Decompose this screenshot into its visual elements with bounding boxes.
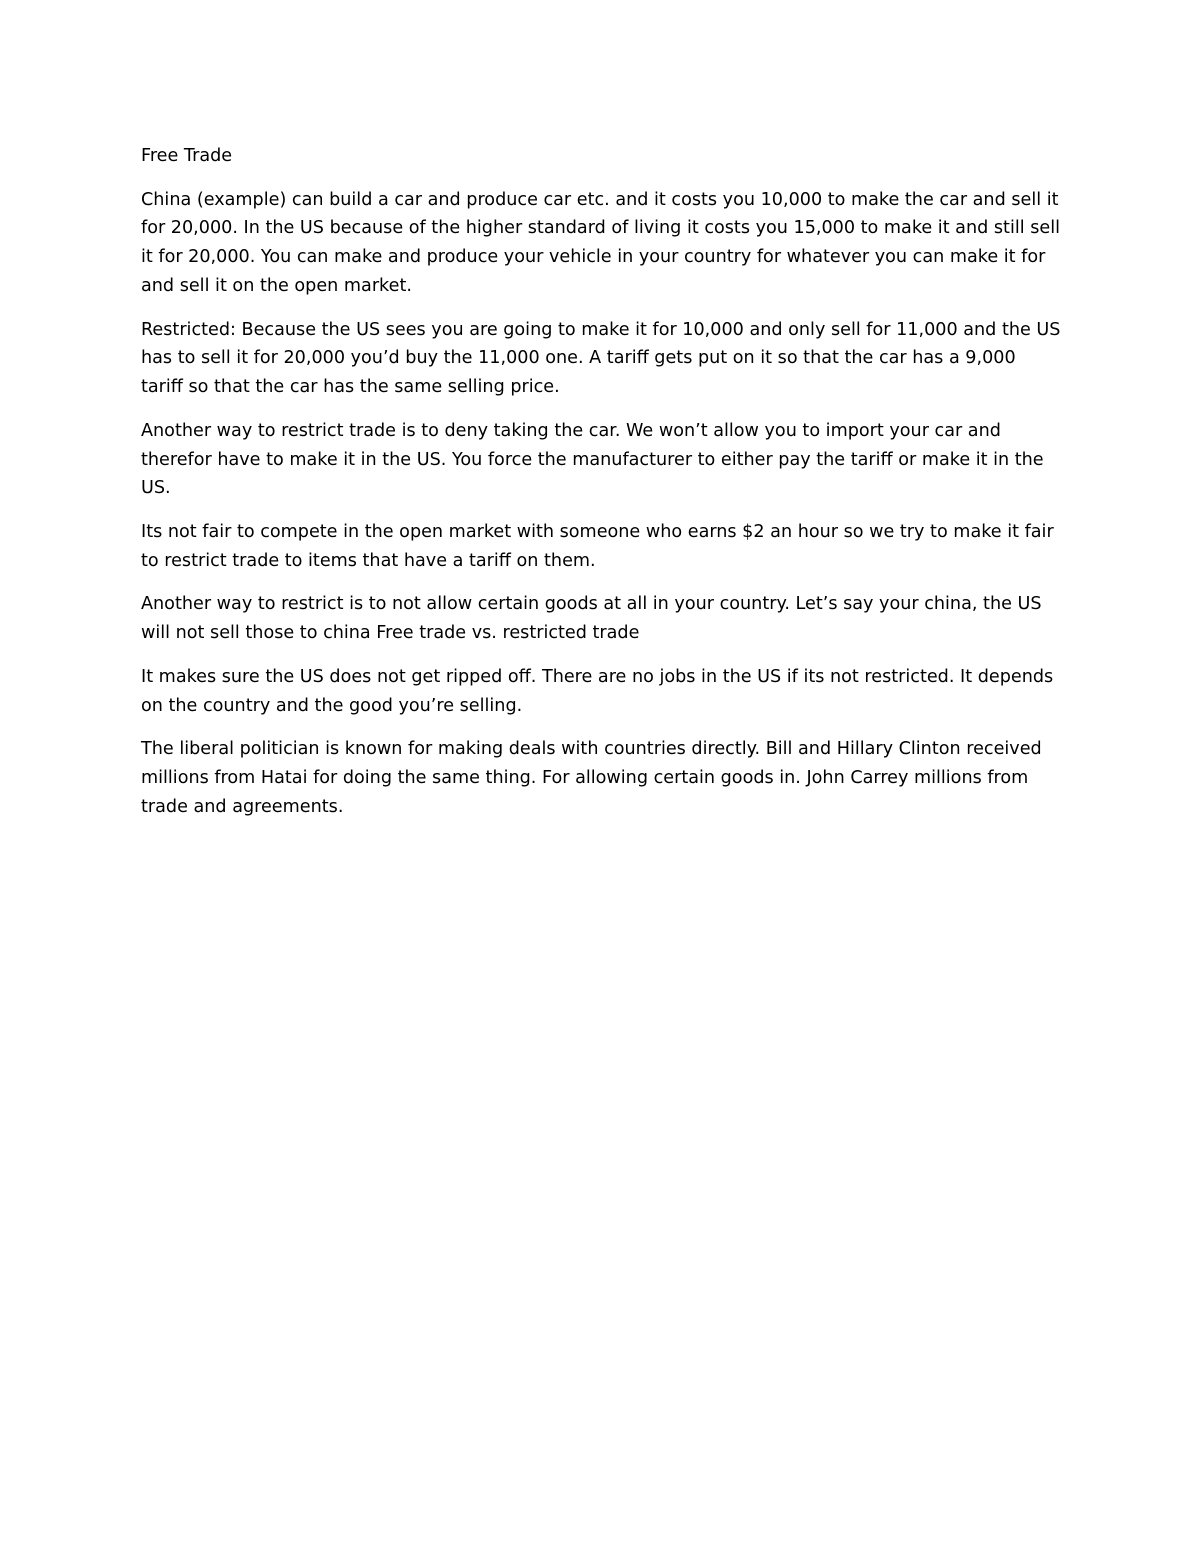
document-title: Free Trade [141, 146, 233, 166]
paragraph-ripped-off: It makes sure the US does not get ripped off. There are no jobs in the US if its not restricted. It depends on the country and the good you’re selling. [141, 666, 1054, 716]
paragraph-restrict-goods: Another way to restrict is to not allow certain goods at all in your country. Let’s say your china, the US will not sell those to china Free trade vs. restricted trade [141, 594, 1042, 644]
paragraph-restricted: Restricted: Because the US sees you are going to make it for 10,000 and only sell for 11,000 and the US has to sell it for 20,000 you’d buy the 11,000 one. A tariff gets put on it so that the car has a 9,000 tariff so that the car has the same selling price. [141, 319, 1061, 398]
paragraph-free-trade-example: China (example) can build a car and produce car etc. and it costs you 10,000 to make the car and sell it for 20,000. In the US because of the higher standard of living it costs you 15,000 to make it and still sell it for 20,000. You can make and produce your vehicle in your country for whatever you can make it for and sell it on the open market. [141, 189, 1060, 296]
paragraph-fair-competition: Its not fair to compete in the open market with someone who earns $2 an hour so we try to make it fair to restrict trade to items that have a tariff on them. [141, 521, 1054, 571]
document-body [141, 142, 1061, 836]
paragraph-liberal-politician: The liberal politician is known for making deals with countries directly. Bill and Hillary Clinton received millions from Hatai for doing the same thing. For allowing certain goods in. John Carrey millions from trade and agreements. [141, 739, 1042, 817]
paragraph-deny-import: Another way to restrict trade is to deny taking the car. We won’t allow you to import your car and therefor have to make it in the US. You force the manufacturer to either pay the tariff or make it in the US. [141, 420, 1044, 499]
